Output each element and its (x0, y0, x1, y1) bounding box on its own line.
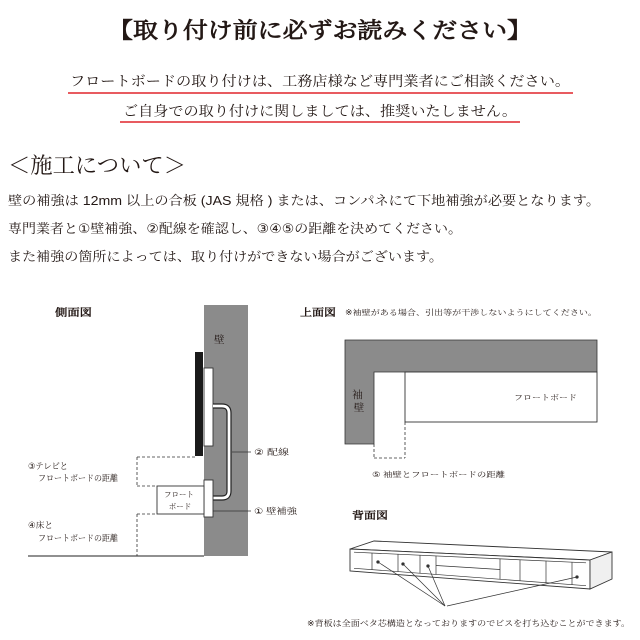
side-wall-distance-label: ⑤ 袖壁とフロートボードの距離 (372, 470, 479, 479)
paragraph-2: 専門業者と①壁補強、②配線を確認し、③④⑤の距離を決めてください。 (8, 221, 462, 236)
tv-distance-label-line-2: フロートボードの距離 (38, 473, 119, 483)
floor-distance-label-line-2: フロートボードの距離 (38, 533, 119, 543)
top-view-board-label: フロートボード (514, 393, 577, 402)
wall-label: 壁 (214, 334, 225, 346)
page-title: 【取り付け前に必ずお読みください】 (108, 18, 532, 43)
wiring-label: ② 配線 (254, 447, 290, 457)
paragraph-3: また補強の箇所によっては、取り付けができない場合がございます。 (8, 249, 443, 264)
screw-point (576, 576, 579, 579)
float-board-label-line-2: ボード (168, 502, 192, 511)
lower-wall-reinforcement (204, 480, 213, 517)
reinforcement-label: ① 壁補強 (254, 506, 298, 516)
side-wall-label-line-1: 袖 (352, 389, 363, 401)
paragraph-1: 壁の補強は 12mm 以上の合板 (JAS 規格 ) または、コンパネにて下地補強が必要となります。 (8, 193, 600, 208)
screw-point (377, 561, 380, 564)
warning-line-2: ご自身での取り付けに関しましては、推奨いたしません。 (123, 103, 517, 119)
side-wall-label-line-2: 壁 (353, 402, 365, 414)
float-board-label-line-1: フロート (163, 490, 194, 499)
upper-wall-reinforcement (204, 368, 213, 446)
tv-distance-label-line-1: ③テレビと (28, 461, 68, 471)
tv-panel (195, 352, 203, 456)
screw-point (427, 565, 430, 568)
section-heading: ＜施工について＞ (8, 153, 186, 178)
floor-distance-label-line-1: ④床と (28, 520, 53, 530)
rear-view-title: 背面図 (352, 511, 382, 522)
warning-line-1: フロートボードの取り付けは、工務店様など専門業者にご相談ください。 (70, 73, 570, 89)
screw-point (402, 563, 405, 566)
rear-view-note: ※背板は全面ベタ芯構造となっておりますのでビスを打ち込むことができます。 (307, 619, 594, 628)
top-view-note: ※袖壁がある場合、引出等が干渉しないようにしてください。 (345, 308, 554, 317)
side-view-title: 側面図 (55, 308, 85, 319)
top-view-title: 上面図 (300, 308, 330, 319)
